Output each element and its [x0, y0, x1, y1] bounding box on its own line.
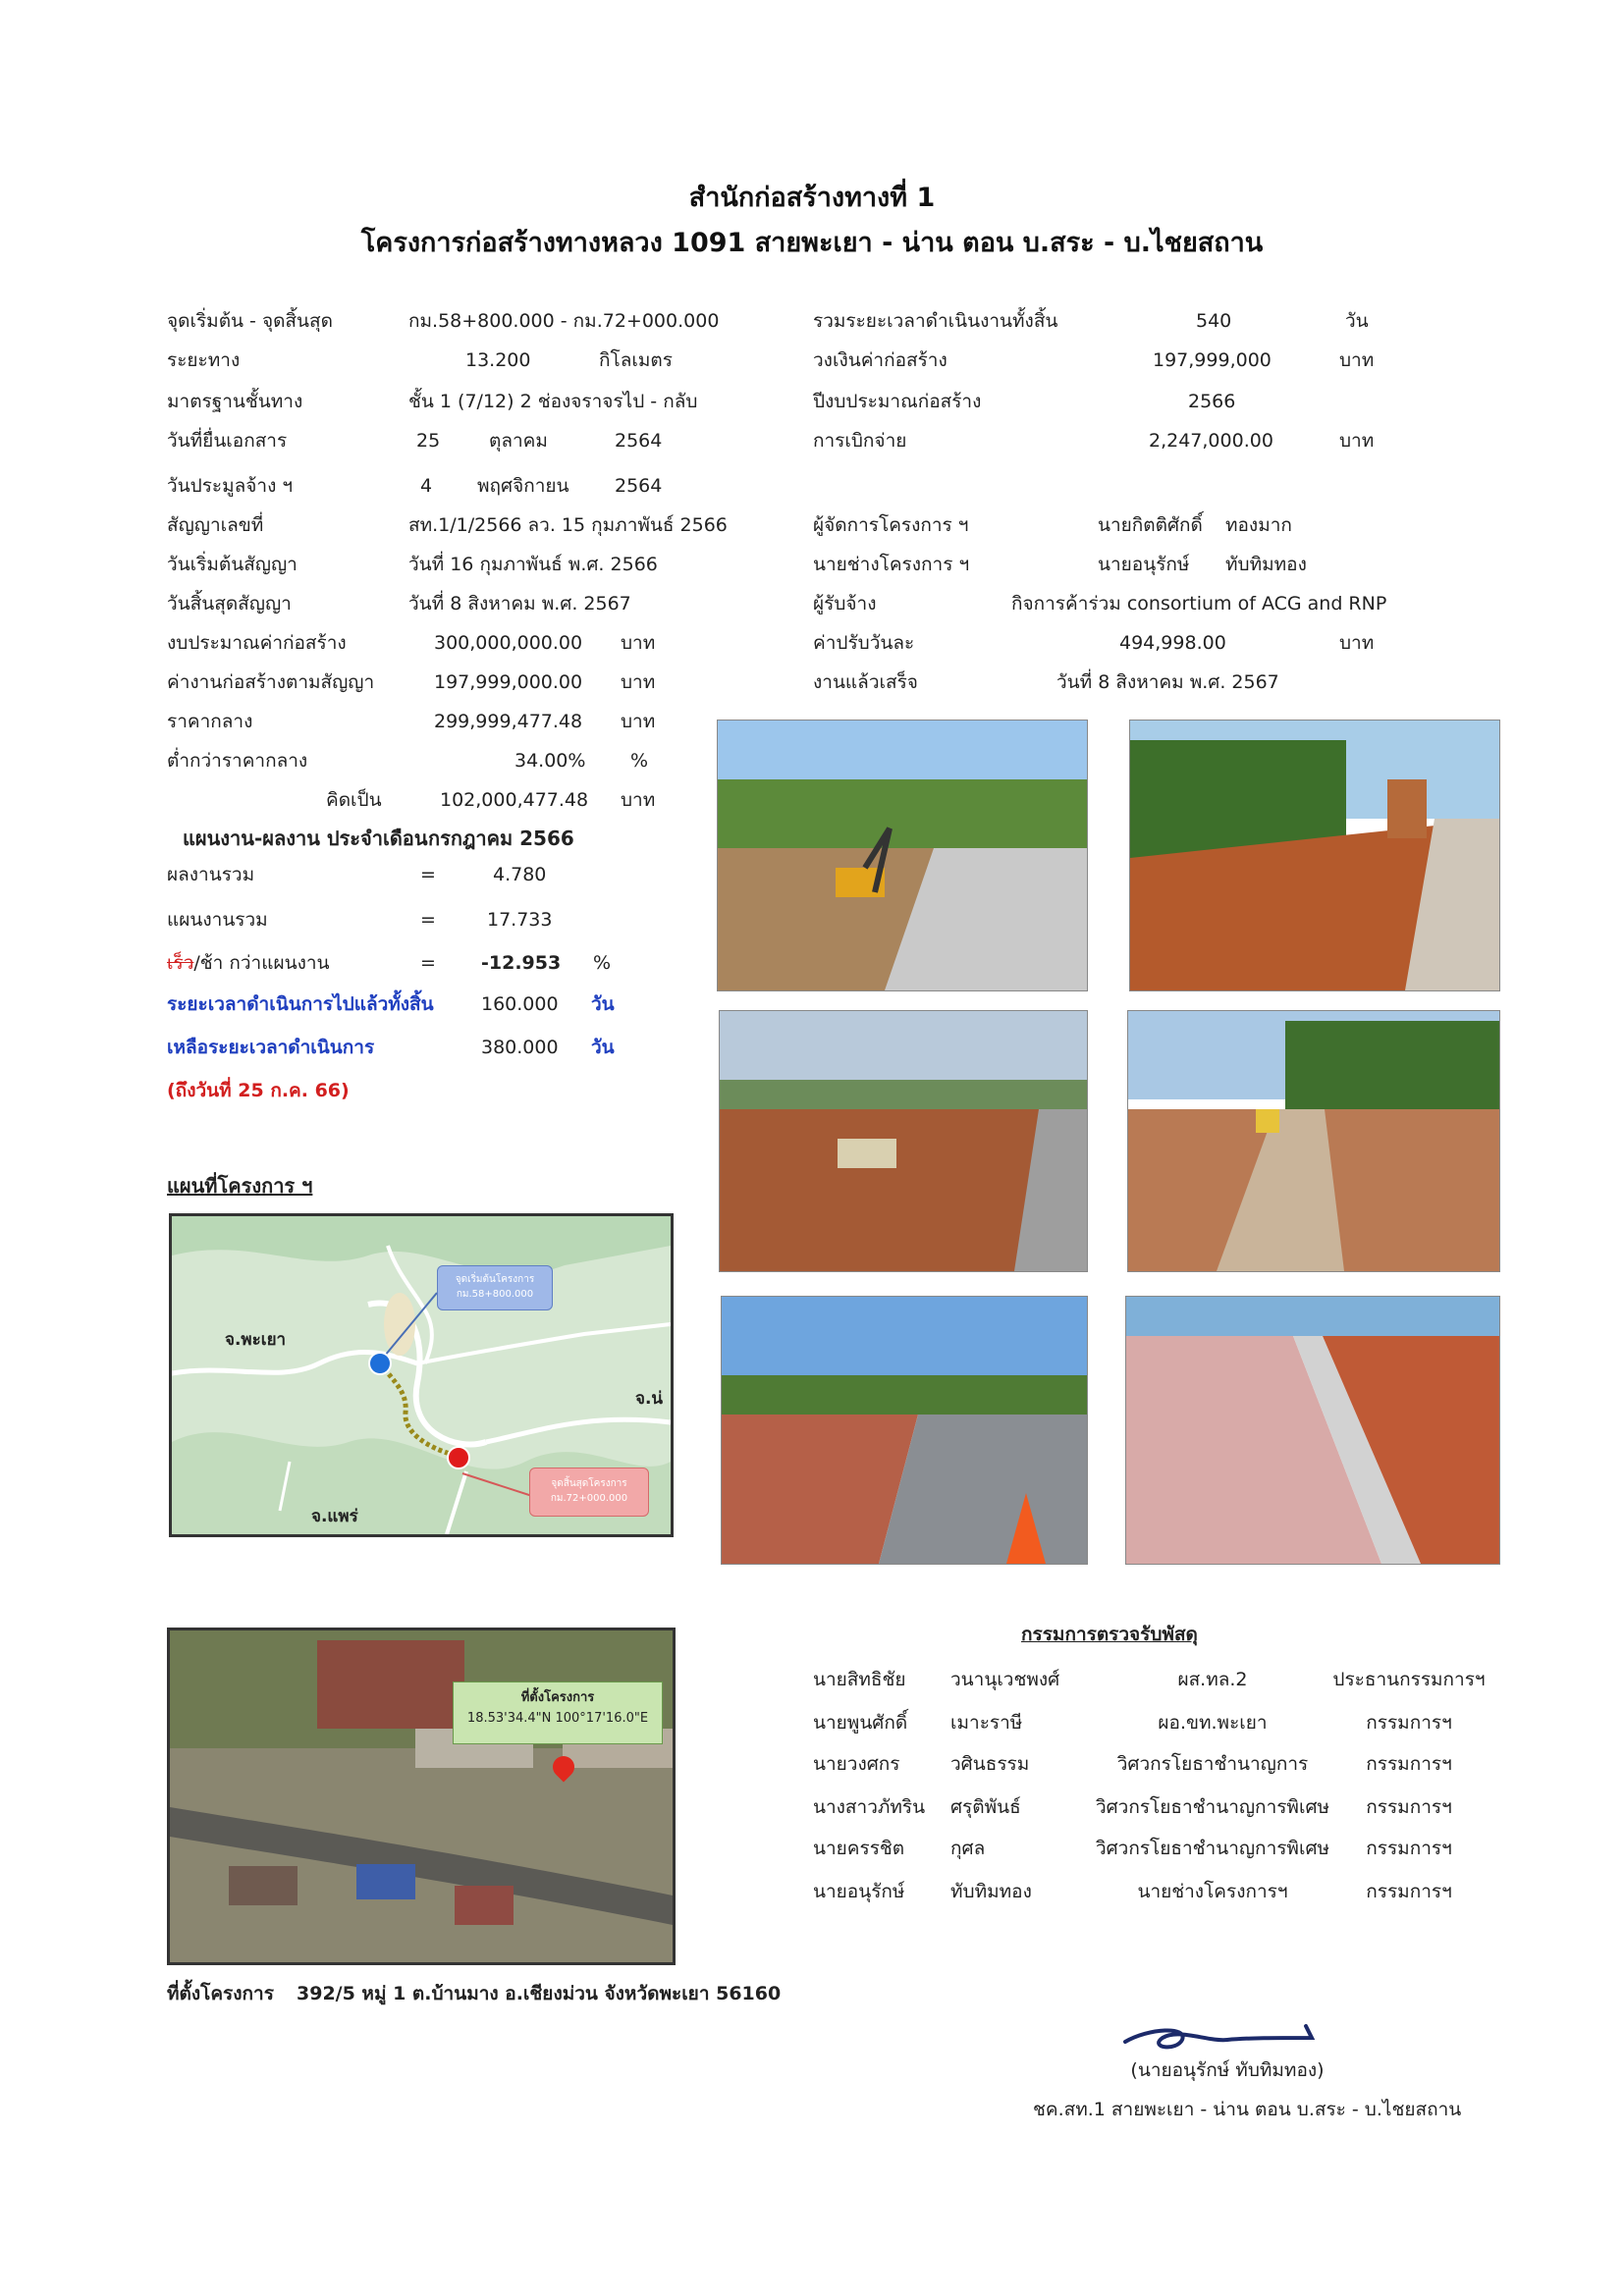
committee-last-name: ศรุติพันธ์	[950, 1796, 1021, 1818]
committee-role: กรรมการฯ	[1366, 1838, 1452, 1859]
site-photo-roller-road-graphic	[1128, 1011, 1499, 1271]
remaining-unit: วัน	[591, 1037, 615, 1058]
submit-date-day: 25	[416, 430, 441, 452]
project-title: โครงการก่อสร้างทางหลวง 1091 สายพะเยา - น่าน ตอน บ.สระ - บ.ไชยสถาน	[360, 228, 1264, 258]
budget-amount-value: 197,999,000	[1153, 349, 1272, 371]
below-median-value: 34.00%	[514, 750, 586, 772]
plan-label: แผนงานรวม	[167, 909, 268, 931]
committee-last-name: วนานุเวชพงศ์	[950, 1669, 1060, 1690]
daily-fine-value: 494,998.00	[1119, 632, 1226, 654]
end-point-label: จุดสิ้นสุดโครงการ	[551, 1478, 627, 1489]
site-photo-excavator-graphic	[718, 721, 1087, 990]
bid-date-label: วันประมูลจ้าง ฯ	[167, 475, 294, 497]
disbursed-label: การเบิกจ่าย	[813, 430, 907, 452]
location-satellite-map	[167, 1628, 676, 1965]
budget-label: งบประมาณค่าก่อสร้าง	[167, 632, 347, 654]
distance-unit: กิโลเมตร	[599, 349, 673, 371]
committee-role: กรรมการฯ	[1366, 1712, 1452, 1734]
office-title: สำนักก่อสร้างทางที่ 1	[688, 183, 936, 213]
location-callout-title: ที่ตั้งโครงการ	[520, 1690, 595, 1705]
budget-amount-unit: บาท	[1339, 349, 1375, 371]
budget-value: 300,000,000.00	[434, 632, 583, 654]
start-end-value: กม.58+800.000 - กม.72+000.000	[408, 310, 720, 332]
committee-role: กรรมการฯ	[1366, 1796, 1452, 1818]
diff-strike-text: เร็ว	[167, 952, 194, 974]
below-median-unit: %	[630, 750, 649, 772]
project-map-heading: แผนที่โครงการ ฯ	[167, 1174, 313, 1198]
contract-start-label: วันเริ่มต้นสัญญา	[167, 554, 298, 575]
diff-eq: =	[420, 952, 436, 974]
engineer-first: นายอนุรักษ์	[1098, 554, 1190, 575]
location-callout-coords: 18.53'34.4"N 100°17'16.0"E	[466, 1710, 649, 1726]
submit-date-label: วันที่ยื่นเอกสาร	[167, 430, 288, 452]
contractor-label: ผู้รับจ้าง	[813, 593, 877, 614]
elapsed-value: 160.000	[481, 993, 559, 1015]
progress-month: กรกฎาคม 2566	[428, 827, 574, 850]
equals-unit: บาท	[621, 789, 656, 811]
site-photo-drainage-channel-graphic	[1126, 1297, 1499, 1564]
median-price-label: ราคากลาง	[167, 711, 253, 732]
start-end-label: จุดเริ่มต้น - จุดสิ้นสุด	[167, 310, 333, 332]
contract-end-label: วันสิ้นสุดสัญญา	[167, 593, 292, 614]
start-point-km: กม.58+800.000	[456, 1289, 534, 1300]
fiscal-year-label: ปีงบประมาณก่อสร้าง	[813, 391, 982, 412]
end-point-km: กม.72+000.000	[550, 1493, 628, 1504]
engineer-last: ทับทิมทอง	[1225, 554, 1307, 575]
diff-value: -12.953	[481, 952, 562, 974]
committee-first-name: นายวงศกร	[813, 1753, 900, 1775]
remaining-label: เหลือระยะเวลาดำเนินการ	[167, 1037, 375, 1058]
address-label: ที่ตั้งโครงการ	[167, 1983, 274, 2004]
contract-cost-value: 197,999,000.00	[434, 671, 583, 693]
committee-heading: กรรมการตรวจรับพัสดุ	[1021, 1624, 1198, 1645]
median-price-value: 299,999,477.48	[434, 711, 583, 732]
disbursed-unit: บาท	[1339, 430, 1375, 452]
equals-value: 102,000,477.48	[440, 789, 589, 811]
standard-label: มาตรฐานชั้นทาง	[167, 391, 303, 412]
province-phrae: จ.แพร่	[311, 1507, 358, 1526]
completion-label: งานแล้วเสร็จ	[813, 671, 918, 693]
submit-date-year: 2564	[615, 430, 663, 452]
remaining-value: 380.000	[481, 1037, 559, 1058]
as-of-date: (ถึงวันที่ 25 ก.ค. 66)	[167, 1080, 350, 1101]
project-route-map	[169, 1213, 674, 1537]
committee-first-name: นางสาวภัทริน	[813, 1796, 926, 1818]
committee-position: วิศวกรโยธาชำนาญการพิเศษ	[1095, 1796, 1330, 1818]
elapsed-label: ระยะเวลาดำเนินการไปแล้วทั้งสิ้น	[167, 993, 434, 1015]
actual-label: ผลงานรวม	[167, 864, 255, 885]
address-value: 392/5 หมู่ 1 ต.บ้านมาง อ.เชียงม่วน จังหวัดพะเยา 56160	[297, 1983, 782, 2004]
start-point-callout	[437, 1265, 553, 1310]
site-photo-roller-field	[719, 1010, 1088, 1272]
committee-last-name: เมาะราษี	[950, 1712, 1023, 1734]
bid-date-month: พฤศจิกายน	[477, 475, 569, 497]
bid-date-year: 2564	[615, 475, 663, 497]
total-duration-label: รวมระยะเวลาดำเนินงานทั้งสิ้น	[813, 310, 1058, 332]
end-point-callout	[529, 1468, 649, 1517]
submit-date-month: ตุลาคม	[489, 430, 548, 452]
committee-first-name: นายอนุรักษ์	[813, 1881, 905, 1902]
distance-value: 13.200	[465, 349, 531, 371]
committee-position: ผอ.ขท.พะเยา	[1158, 1712, 1268, 1734]
site-photo-drainage-channel	[1125, 1296, 1500, 1565]
contract-end-value: วันที่ 8 สิงหาคม พ.ศ. 2567	[408, 593, 631, 614]
committee-role: กรรมการฯ	[1366, 1753, 1452, 1775]
site-photo-dump-truck	[1129, 720, 1500, 991]
satellite-map-graphic	[170, 1630, 673, 1962]
actual-value: 4.780	[493, 864, 547, 885]
province-nan: จ.น่	[635, 1389, 664, 1409]
equals-label: คิดเป็น	[326, 789, 382, 811]
below-median-label: ต่ำกว่าราคากลาง	[167, 750, 308, 772]
start-point-label: จุดเริ่มต้นโครงการ	[455, 1274, 535, 1285]
disbursed-value: 2,247,000.00	[1149, 430, 1273, 452]
contractor-value: กิจการค้าร่วม consortium of ACG and RNP	[1011, 593, 1387, 614]
daily-fine-unit: บาท	[1339, 632, 1375, 654]
committee-position: ผส.ทล.2	[1177, 1669, 1248, 1690]
location-callout	[453, 1682, 663, 1744]
contract-no-label: สัญญาเลขที่	[167, 514, 264, 536]
total-duration-unit: วัน	[1345, 310, 1369, 332]
budget-unit: บาท	[621, 632, 656, 654]
signature-title: ชค.สท.1 สายพะเยา - น่าน ตอน บ.สระ - บ.ไชยสถาน	[1033, 2099, 1462, 2120]
elapsed-unit: วัน	[591, 993, 615, 1015]
median-price-unit: บาท	[621, 711, 656, 732]
distance-label: ระยะทาง	[167, 349, 241, 371]
committee-role: ประธานกรรมการฯ	[1332, 1669, 1486, 1690]
committee-first-name: นายสิทธิชัย	[813, 1669, 906, 1690]
plan-value: 17.733	[487, 909, 553, 931]
bid-date-day: 4	[420, 475, 433, 497]
contract-start-value: วันที่ 16 กุมภาพันธ์ พ.ศ. 2566	[408, 554, 658, 575]
manager-last: ทองมาก	[1225, 514, 1292, 536]
site-photo-dump-truck-graphic	[1130, 721, 1499, 990]
fiscal-year-value: 2566	[1188, 391, 1236, 412]
diff-label-text: /ช้า กว่าแผนงาน	[193, 952, 330, 974]
manager-first: นายกิตติศักดิ์	[1098, 514, 1203, 536]
plan-eq: =	[420, 909, 436, 931]
daily-fine-label: ค่าปรับวันละ	[813, 632, 915, 654]
site-photo-excavator	[717, 720, 1088, 991]
committee-last-name: กุศล	[950, 1838, 986, 1859]
diff-label	[167, 952, 330, 975]
committee-last-name: วศินธรรม	[950, 1753, 1030, 1775]
committee-position: นายช่างโครงการฯ	[1137, 1881, 1288, 1902]
site-photo-drainage-cone	[721, 1296, 1088, 1565]
total-duration-value: 540	[1196, 310, 1232, 332]
signature-mark	[1119, 2018, 1316, 2057]
site-photo-roller-road	[1127, 1010, 1500, 1272]
manager-label: ผู้จัดการโครงการ ฯ	[813, 514, 969, 536]
engineer-label: นายช่างโครงการ ฯ	[813, 554, 970, 575]
committee-role: กรรมการฯ	[1366, 1881, 1452, 1902]
actual-eq: =	[420, 864, 436, 885]
completion-value: วันที่ 8 สิงหาคม พ.ศ. 2567	[1056, 671, 1279, 693]
contract-cost-unit: บาท	[621, 671, 656, 693]
committee-position: วิศวกรโยธาชำนาญการ	[1116, 1753, 1309, 1775]
site-photo-roller-field-graphic	[720, 1011, 1087, 1271]
committee-last-name: ทับทิมทอง	[950, 1881, 1032, 1902]
site-photo-drainage-cone-graphic	[722, 1297, 1087, 1564]
province-phayao: จ.พะเยา	[225, 1330, 287, 1350]
contract-no-value: สท.1/1/2566 ลว. 15 กุมภาพันธ์ 2566	[408, 514, 728, 536]
signature-name: (นายอนุรักษ์ ทับทิมทอง)	[1130, 2059, 1325, 2081]
progress-heading: แผนงาน-ผลงาน ประจำเดือน	[183, 827, 428, 850]
contract-cost-label: ค่างานก่อสร้างตามสัญญา	[167, 671, 375, 693]
standard-value: ชั้น 1 (7/12) 2 ช่องจราจรไป - กลับ	[408, 391, 698, 412]
diff-unit: %	[593, 952, 612, 974]
committee-first-name: นายพูนศักดิ์	[813, 1712, 908, 1734]
committee-position: วิศวกรโยธาชำนาญการพิเศษ	[1095, 1838, 1330, 1859]
committee-first-name: นายครรชิต	[813, 1838, 905, 1859]
budget-amount-label: วงเงินค่าก่อสร้าง	[813, 349, 947, 371]
